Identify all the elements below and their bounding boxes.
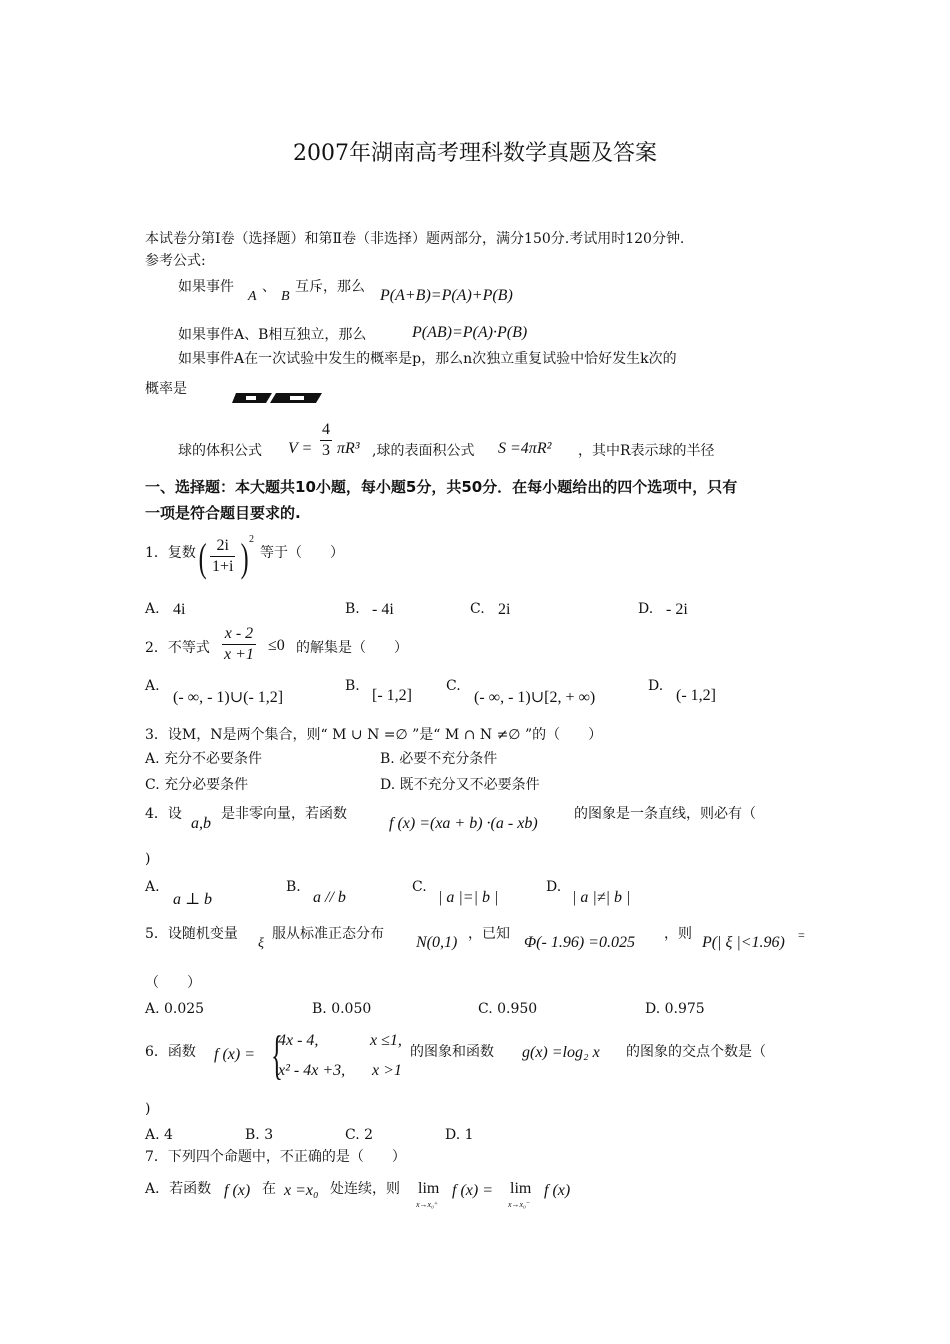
q6-stem-3: 的图象的交点个数是（ xyxy=(626,1044,766,1060)
q6-gx: g(x) =log₂ x xyxy=(522,1044,600,1061)
q7-lim-2: lim xyxy=(510,1180,532,1197)
q2-option-c-label: C. xyxy=(446,678,461,694)
q5-option-a: A. 0.025 xyxy=(145,1001,205,1017)
q3-option-c: C. 充分必要条件 xyxy=(145,777,249,793)
section-heading-line1: 一、选择题：本大题共10小题，每小题5分，共50分．在每小题给出的四个选项中，只有 xyxy=(145,478,738,496)
q1-exponent: 2 xyxy=(249,534,254,545)
formula-3-text: 如果事件A在一次试验中发生的概率是p，那么n次独立重复试验中恰好发生k次的 xyxy=(178,351,677,367)
formula-1-math: P(A+B)=P(A)+P(B) xyxy=(380,287,513,304)
q5-distribution: N(0,1) xyxy=(416,934,458,951)
q4-function: f (x) =(xa + b) ·(a - xb) xyxy=(389,815,538,832)
formula-2-text: 如果事件A、B相互独立，那么 xyxy=(178,327,367,343)
q1-option-b-label: B. xyxy=(345,601,360,617)
q5-stem-4: ，则 xyxy=(664,926,692,942)
q6-option-b: B. 3 xyxy=(245,1127,274,1143)
q4-stem-1: 4．设 xyxy=(145,806,182,822)
reference-formulas-label: 参考公式: xyxy=(145,253,206,269)
formula-3-cont: 概率是 xyxy=(145,381,187,397)
q2-den: x +1 xyxy=(224,646,254,663)
q5-stem-3: ，已知 xyxy=(468,926,510,942)
q4-close: ) xyxy=(145,851,151,867)
q1-left-paren: ( xyxy=(198,535,207,580)
q4-vars: a,b xyxy=(191,815,211,832)
q5-probability: P(| ξ |<1.96) xyxy=(702,934,785,951)
q1-option-a-label: A. xyxy=(145,601,160,617)
q3-option-d: D. 既不充分又不必要条件 xyxy=(380,777,540,793)
formula-1-text: 如果事件 xyxy=(178,279,234,295)
formula-1-var-a: A xyxy=(248,289,257,304)
q7-stem: 7．下列四个命题中，不正确的是（ ） xyxy=(145,1149,406,1165)
formula-4-fraction xyxy=(320,420,332,461)
exam-intro: 本试卷分第Ⅰ卷（选择题）和第Ⅱ卷（非选择）题两部分，满分150分.考试用时120分钟. xyxy=(145,231,685,247)
formula-4-text3: ，其中R表示球的半径 xyxy=(578,443,715,459)
q7-option-a-2: 在 xyxy=(262,1181,276,1197)
q2-fraction xyxy=(222,624,256,665)
q4-option-c: | a |=| b | xyxy=(438,889,499,906)
q7-option-a-fx: f (x) xyxy=(224,1182,251,1199)
q3-option-b: B. 必要不充分条件 xyxy=(380,751,498,767)
formula-4-den: 3 xyxy=(322,442,330,459)
q7-f-2: f (x) xyxy=(544,1182,571,1199)
q3-option-a: A. 充分不必要条件 xyxy=(145,751,263,767)
formula-4-text2: ,球的表面积公式 xyxy=(372,443,475,459)
q2-option-b-label: B. xyxy=(345,678,360,694)
q2-option-c: (- ∞, - 1)∪[2, + ∞) xyxy=(474,689,596,706)
q4-stem-3: 的图象是一条直线，则必有（ xyxy=(574,806,756,822)
formula-1-sep: 、 xyxy=(262,279,276,295)
q7-option-a-1: A．若函数 xyxy=(145,1181,212,1197)
formula-2-math: P(AB)=P(A)·P(B) xyxy=(412,324,528,341)
q6-case-2: x² - 4x +3, xyxy=(278,1062,346,1079)
q7-lim-1-sub: x→x₀⁺ xyxy=(416,1200,439,1209)
q6-close: ) xyxy=(145,1101,151,1117)
q5-xi: ξ xyxy=(258,936,264,951)
q6-cond-1: x ≤1, xyxy=(370,1032,402,1049)
q2-option-a: (- ∞, - 1)∪(- 1,2] xyxy=(173,689,284,706)
q7-f-1: f (x) = xyxy=(452,1182,493,1199)
q5-option-d: D. 0.975 xyxy=(645,1001,705,1017)
q6-stem-1: 6．函数 xyxy=(145,1044,196,1060)
page-title: 2007年湖南高考理科数学真题及答案 xyxy=(293,141,657,166)
q6-option-a: A. 4 xyxy=(145,1127,173,1143)
q2-option-a-label: A. xyxy=(145,678,160,694)
formula-4-v: V = xyxy=(288,440,313,457)
formula-4-text1: 球的体积公式 xyxy=(178,443,262,459)
q1-num: 2i xyxy=(210,536,235,557)
q1-den: 1+i xyxy=(212,558,234,575)
q2-option-d: (- 1,2] xyxy=(676,687,716,704)
q7-lim-2-sub: x→x₀⁻ xyxy=(508,1200,531,1209)
q3-stem: 3．设M，N是两个集合，则“ M ∪ N =∅ ”是“ M ∩ N ≠∅ ”的（ ） xyxy=(145,727,603,743)
q4-option-b-label: B. xyxy=(286,879,301,895)
q4-option-c-label: C. xyxy=(412,879,427,895)
q2-option-d-label: D. xyxy=(648,678,664,694)
q4-option-a: a ⊥ b xyxy=(173,891,213,908)
q5-equals: = xyxy=(798,928,805,942)
q7-lim-1: lim xyxy=(418,1180,440,1197)
q6-fx: f (x) = xyxy=(214,1046,255,1063)
formula-4-rest: πR³ xyxy=(337,440,360,457)
q2-relation: ≤0 xyxy=(268,637,285,654)
q1-fraction xyxy=(210,536,235,577)
formula-1-var-b: B xyxy=(281,289,290,304)
q5-phi: Φ(- 1.96) =0.025 xyxy=(524,934,635,951)
q1-stem: 1．复数 xyxy=(145,545,196,561)
q1-option-c: 2i xyxy=(498,601,511,618)
q2-num: x - 2 xyxy=(222,624,256,645)
q2-tail: 的解集是（ ） xyxy=(296,640,408,656)
q2-option-b: [- 1,2] xyxy=(372,687,412,704)
garbled-formula-image xyxy=(232,390,326,406)
q1-option-d: - 2i xyxy=(666,601,688,618)
q6-option-d: D. 1 xyxy=(445,1127,474,1143)
q7-option-a-3: 处连续，则 xyxy=(330,1181,400,1197)
q4-option-d: | a |≠| b | xyxy=(572,889,631,906)
q6-stem-2: 的图象和函数 xyxy=(410,1044,494,1060)
q4-option-d-label: D. xyxy=(546,879,562,895)
q1-option-b: - 4i xyxy=(372,601,394,618)
q6-brace: { xyxy=(271,1025,283,1085)
q1-option-d-label: D. xyxy=(638,601,654,617)
q5-paren: （ ） xyxy=(145,975,201,991)
q6-cond-2: x >1 xyxy=(372,1062,402,1079)
formula-4-num: 4 xyxy=(320,420,332,441)
formula-4-s: S =4πR² xyxy=(498,440,552,457)
q1-tail: 等于（ ） xyxy=(260,545,344,561)
q4-option-a-label: A. xyxy=(145,879,160,895)
q2-stem: 2．不等式 xyxy=(145,640,210,656)
formula-1-mid: 互斥，那么 xyxy=(295,279,365,295)
q5-option-b: B. 0.050 xyxy=(312,1001,372,1017)
q6-case-1: 4x - 4, xyxy=(278,1032,319,1049)
q5-stem-2: 服从标准正态分布 xyxy=(272,926,384,942)
q5-option-c: C. 0.950 xyxy=(478,1001,538,1017)
q1-right-paren: ) xyxy=(240,535,249,580)
section-heading-line2: 一项是符合题目要求的. xyxy=(145,504,301,522)
q6-option-c: C. 2 xyxy=(345,1127,374,1143)
q1-option-a: 4i xyxy=(173,601,186,618)
q7-option-a-x: x =x₀ xyxy=(284,1182,319,1199)
q5-stem-1: 5．设随机变量 xyxy=(145,926,238,942)
q4-stem-2: 是非零向量，若函数 xyxy=(221,806,347,822)
q4-option-b: a // b xyxy=(313,889,346,906)
q1-option-c-label: C. xyxy=(470,601,485,617)
